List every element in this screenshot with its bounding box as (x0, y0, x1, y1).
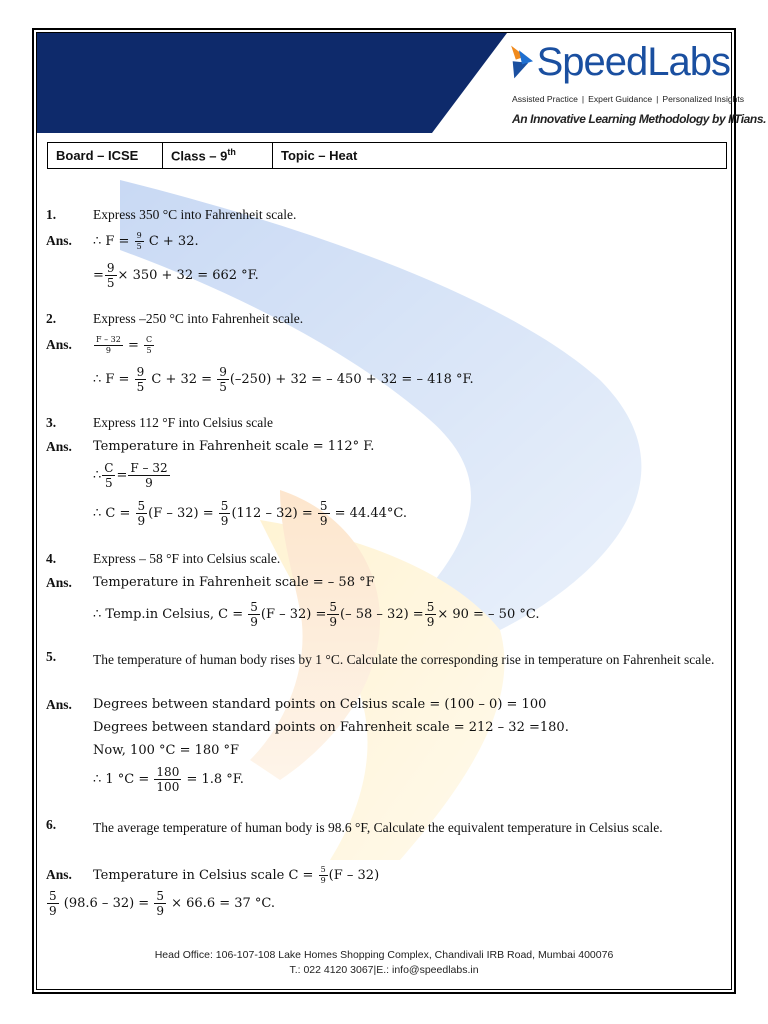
footer-contact: T.: 022 4120 3067|E.: info@speedlabs.in (289, 964, 479, 976)
speedlabs-mark-icon (508, 39, 535, 85)
footer-address: Head Office: 106-107-108 Lake Homes Shopping Complex, Chandivali IRB Road, Mumbai 400076 (154, 949, 614, 961)
class-cell: Class – 9th (163, 143, 273, 169)
brand-tagline: An Innovative Learning Methodology by IITians. (512, 112, 767, 126)
board-cell: Board – ICSE (48, 143, 163, 169)
speedlabs-logo (508, 36, 767, 136)
page-footer (36, 948, 732, 978)
brand-subtitle: Assisted Practice | Expert Guidance | Personalized Insights (512, 94, 745, 104)
brand-name: SpeedLabs (536, 40, 730, 84)
topic-cell: Topic – Heat (273, 143, 727, 169)
